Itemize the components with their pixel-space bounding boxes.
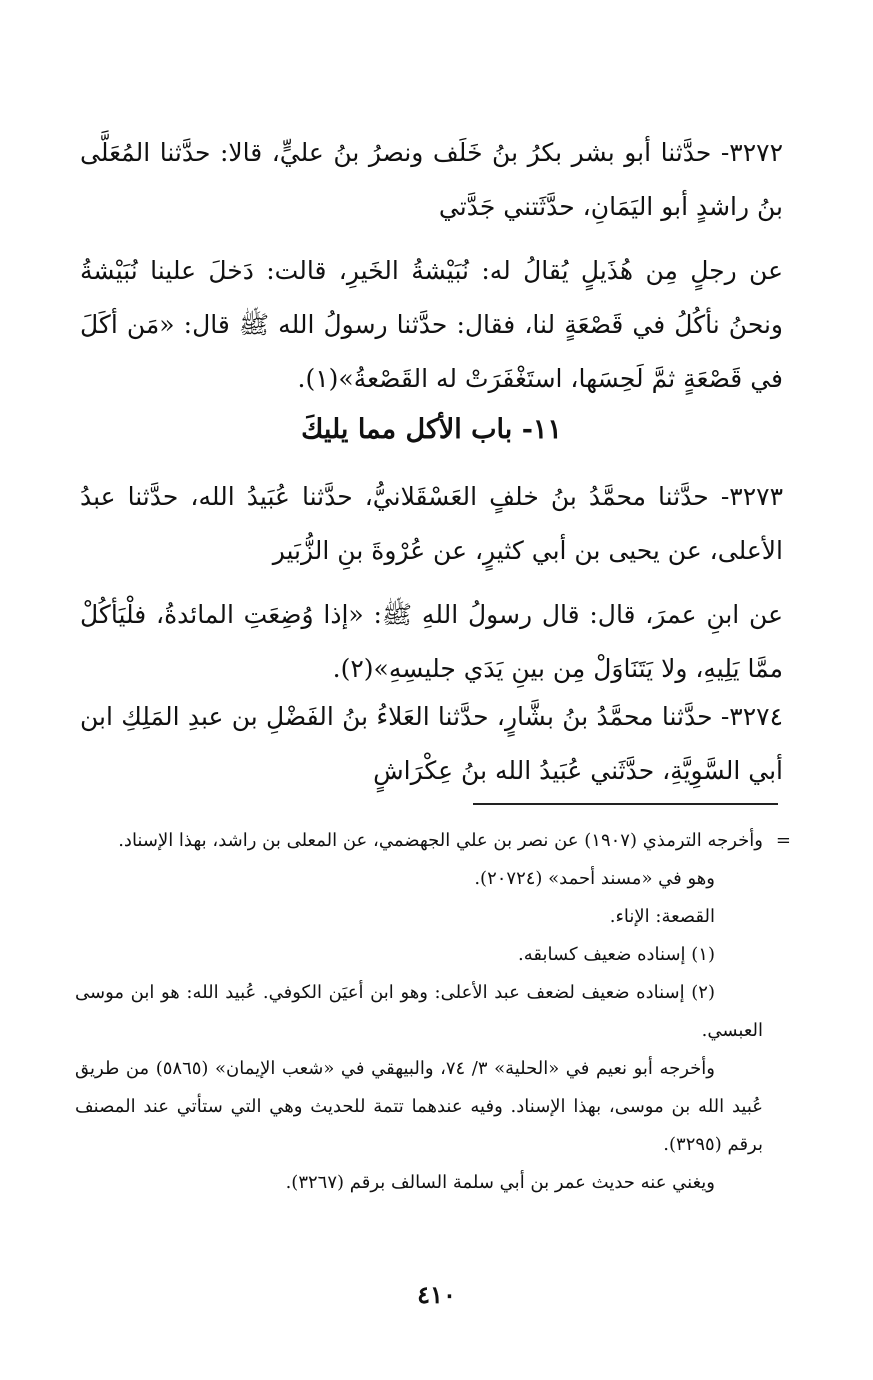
page-number: ٤١٠ [417, 1280, 456, 1309]
hadith-3272 [80, 126, 783, 406]
footnote-2-cont-2: ويغني عنه حديث عمر بن أبي سلمة السالف برقم (٣٢٦٧). [285, 1172, 715, 1193]
footnote-continuation [75, 822, 791, 860]
footnote-2: (٢) إسناده ضعيف لضعف عبد الأعلى: وهو ابن أعيَن الكوفي. عُبيد الله: هو ابن موسى العبسي. [75, 982, 763, 1041]
hadith-3273 [80, 470, 783, 696]
footnote-cont-3: القصعة: الإناء. [609, 906, 715, 927]
footnote-cont-2: وهو في «مسند أحمد» (٢٠٧٢٤). [474, 868, 715, 889]
hadith-3273-matn: عن ابنِ عمرَ، قال: قال رسولُ اللهِ ﷺ: «إذا وُضِعَتِ المائدةُ، فلْيَأكُلْ ممَّا يَلِيهِ، ولا يَتَنَاوَلْ مِن بينِ يَدَي جليسِهِ»(٢). [80, 600, 783, 683]
hadith-3272-matn: عن رجلٍ مِن هُذَيلٍ يُقالُ له: نُبَيْشةُ الخَيرِ، قالت: دَخلَ علينا نُبَيْشةُ ونحنُ نأكُلُ في قَصْعَةٍ لنا، فقال: حدَّثنا رسولُ الله ﷺ قال: «مَن أكَلَ في قَصْعَةٍ ثمَّ لَحِسَها، استَغْفَرَتْ له القَصْعةُ»(١). [80, 256, 783, 393]
footnote-separator [473, 803, 778, 805]
footnotes [75, 822, 791, 1202]
hadith-3274-isnad: ٣٢٧٤- حدَّثنا محمَّدُ بنُ بشَّارٍ، حدَّثنا العَلاءُ بنُ الفَضْلِ بن عبدِ المَلِكِ ابن أبي السَّوِيَّةِ، حدَّثَني عُبَيدُ الله بنُ عِكْرَاشٍ [80, 702, 783, 785]
hadith-3272-isnad: ٣٢٧٢- حدَّثنا أبو بشر بكرُ بنُ خَلَف ونصرُ بنُ عليٍّ، قالا: حدَّثنا المُعَلَّى بنُ راشدٍ أبو اليَمَانِ، حدَّثَتني جَدَّتي [80, 138, 783, 221]
hadith-3274 [80, 690, 783, 798]
continuation-mark: = [775, 830, 791, 851]
footnote-1: (١) إسناده ضعيف كسابقه. [518, 944, 715, 965]
footnote-cont-1: وأخرجه الترمذي (١٩٠٧) عن نصر بن علي الجهضمي، عن المعلى بن راشد، بهذا الإسناد. [118, 830, 763, 851]
chapter-heading: ١١- باب الأكل مما يليكَ [301, 414, 562, 445]
hadith-3273-isnad: ٣٢٧٣- حدَّثنا محمَّدُ بنُ خلفٍ العَسْقَلانيُّ، حدَّثنا عُبَيدُ الله، حدَّثنا عبدُ الأعلى، عن يحيى بن أبي كثيرٍ، عن عُرْوةَ بنِ الزُّبَير [80, 482, 783, 565]
footnote-2-cont-1: وأخرجه أبو نعيم في «الحلية» ٣/ ٧٤، والبيهقي في «شعب الإيمان» (٥٨٦٥) من طريق عُبيد الله بن موسى، بهذا الإسناد. وفيه عندهما تتمة للحديث وهي التي ستأتي عند المصنف برقم (٣٢٩٥). [75, 1058, 763, 1155]
